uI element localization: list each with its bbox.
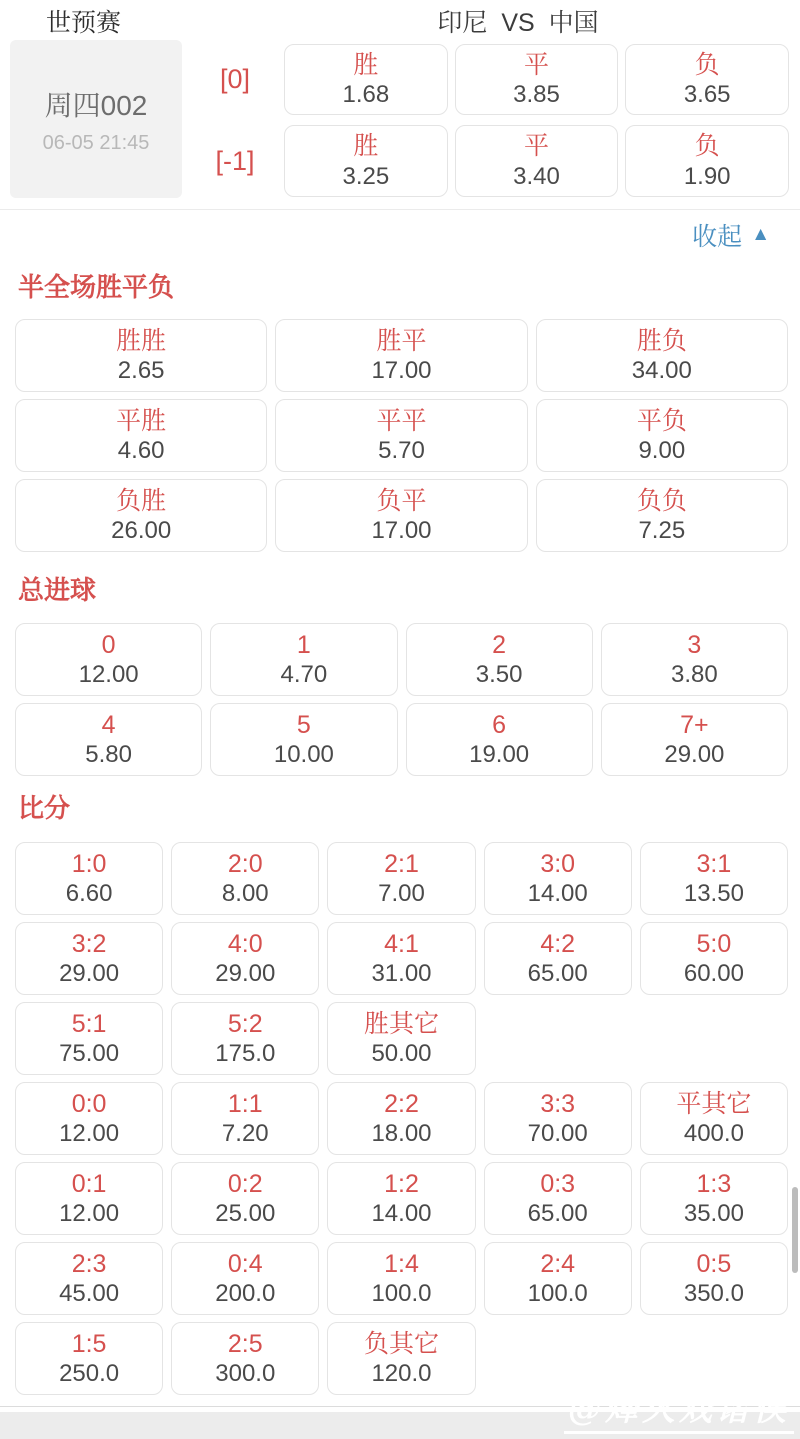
section-title-score: 比分 xyxy=(18,793,71,823)
league-name: 世预赛 xyxy=(46,9,122,37)
odds-value: 400.0 xyxy=(683,1120,744,1148)
odds-value: 65.00 xyxy=(527,1200,588,1228)
odds-cell[interactable] xyxy=(327,1082,475,1155)
odds-label: 0:0 xyxy=(71,1089,107,1118)
odds-value: 3.85 xyxy=(513,81,560,109)
odds-value: 13.50 xyxy=(683,880,744,908)
odds-label: 胜平 xyxy=(376,326,427,355)
odds-value: 3.80 xyxy=(671,661,718,689)
odds-value: 70.00 xyxy=(527,1120,588,1148)
odds-label: 5:2 xyxy=(227,1009,263,1038)
odds-label: 胜其它 xyxy=(363,1009,439,1038)
odds-label: 1:1 xyxy=(227,1089,263,1118)
score-grid xyxy=(15,842,788,1395)
odds-cell[interactable] xyxy=(284,125,448,197)
odds-label: 负其它 xyxy=(363,1329,439,1358)
odds-cell[interactable] xyxy=(15,1162,163,1235)
odds-cell[interactable] xyxy=(455,44,619,115)
collapse-row xyxy=(0,210,800,259)
odds-cell[interactable] xyxy=(484,1162,632,1235)
odds-label: 2:5 xyxy=(227,1329,263,1358)
odds-cell[interactable] xyxy=(15,1002,163,1075)
odds-value: 175.0 xyxy=(215,1040,276,1068)
odds-cell[interactable] xyxy=(406,623,593,696)
odds-label: 0:4 xyxy=(227,1249,263,1278)
odds-value: 6.60 xyxy=(65,880,113,908)
odds-label: 2:3 xyxy=(71,1249,107,1278)
odds-value: 1.90 xyxy=(683,162,731,190)
odds-label: 0:1 xyxy=(71,1169,107,1198)
section-title-total-goals: 总进球 xyxy=(18,575,97,605)
odds-cell[interactable] xyxy=(625,44,789,115)
odds-label: 2:1 xyxy=(384,849,419,878)
odds-value: 29.00 xyxy=(664,741,725,769)
odds-label: 负胜 xyxy=(116,486,167,515)
odds-label: 6 xyxy=(492,710,507,739)
section-title-half-full: 半全场胜平负 xyxy=(18,272,175,302)
odds-cell[interactable] xyxy=(171,1162,319,1235)
odds-label: 5:1 xyxy=(71,1009,107,1038)
odds-value: 3.40 xyxy=(513,162,560,190)
odds-label: 3:1 xyxy=(696,849,732,878)
odds-value: 4.70 xyxy=(280,661,328,689)
odds-value: 45.00 xyxy=(59,1280,120,1308)
odds-value: 7.20 xyxy=(221,1120,269,1148)
odds-cell[interactable] xyxy=(640,842,788,915)
odds-value: 12.00 xyxy=(78,661,139,689)
odds-value: 17.00 xyxy=(371,357,432,385)
chevron-up-icon[interactable]: ▲ xyxy=(751,223,770,245)
odds-cell[interactable] xyxy=(640,922,788,995)
odds-value: 29.00 xyxy=(59,960,120,988)
odds-value: 7.00 xyxy=(378,880,425,908)
odds-cell[interactable] xyxy=(601,623,788,696)
header xyxy=(0,0,800,36)
watermark: @烽火戏诸侯 xyxy=(564,1383,794,1434)
odds-cell[interactable] xyxy=(406,703,593,776)
odds-value: 200.0 xyxy=(215,1280,276,1308)
odds-value: 17.00 xyxy=(371,517,432,545)
handicap-odds-row-1 xyxy=(284,125,789,197)
odds-cell[interactable] xyxy=(484,842,632,915)
odds-label: 2:2 xyxy=(384,1089,419,1118)
odds-value: 65.00 xyxy=(527,960,588,988)
odds-cell[interactable] xyxy=(536,479,788,552)
odds-value: 7.25 xyxy=(638,517,686,545)
odds-label: 4:2 xyxy=(540,929,576,958)
odds-value: 4.60 xyxy=(117,437,165,465)
odds-cell[interactable] xyxy=(15,623,202,696)
odds-label: 平平 xyxy=(376,406,427,435)
match-info-card xyxy=(10,40,182,198)
odds-value: 25.00 xyxy=(215,1200,276,1228)
odds-value: 60.00 xyxy=(683,960,744,988)
odds-cell[interactable] xyxy=(210,623,397,696)
odds-cell[interactable] xyxy=(171,1082,319,1155)
odds-value: 3.25 xyxy=(342,162,390,190)
odds-cell[interactable] xyxy=(275,479,527,552)
odds-value: 19.00 xyxy=(469,741,530,769)
odds-label: 3:2 xyxy=(71,929,107,958)
odds-label: 2:0 xyxy=(227,849,263,878)
odds-label: 5:0 xyxy=(696,929,732,958)
odds-cell[interactable] xyxy=(327,1242,475,1315)
odds-value: 14.00 xyxy=(371,1200,432,1228)
odds-cell[interactable] xyxy=(15,479,267,552)
odds-value: 1.68 xyxy=(342,81,390,109)
odds-cell[interactable] xyxy=(640,1242,788,1315)
odds-cell[interactable] xyxy=(15,703,202,776)
odds-cell[interactable] xyxy=(625,125,789,197)
odds-value: 12.00 xyxy=(59,1200,120,1228)
top-odds-panel xyxy=(0,36,800,201)
odds-value: 12.00 xyxy=(59,1120,120,1148)
odds-cell[interactable] xyxy=(275,319,527,392)
odds-value: 50.00 xyxy=(371,1040,432,1068)
odds-label: 2:4 xyxy=(540,1249,576,1278)
odds-value: 250.0 xyxy=(59,1360,120,1388)
odds-cell[interactable] xyxy=(15,1082,163,1155)
odds-label: 2 xyxy=(492,630,507,659)
odds-label: 0:2 xyxy=(227,1169,263,1198)
odds-cell[interactable] xyxy=(15,922,163,995)
odds-label: 4 xyxy=(101,710,116,739)
odds-label: 1:5 xyxy=(71,1329,107,1358)
scrollbar-thumb[interactable] xyxy=(792,1187,798,1273)
odds-cell[interactable] xyxy=(15,1242,163,1315)
odds-label: 4:1 xyxy=(384,929,419,958)
odds-label: 0:5 xyxy=(696,1249,732,1278)
odds-cell[interactable] xyxy=(327,1322,475,1395)
odds-value: 75.00 xyxy=(59,1040,120,1068)
odds-label: 0 xyxy=(101,630,116,659)
odds-label: 负 xyxy=(694,50,720,79)
odds-value: 29.00 xyxy=(215,960,276,988)
odds-value: 300.0 xyxy=(215,1360,276,1388)
total-goals-grid xyxy=(15,623,788,776)
odds-value: 100.0 xyxy=(371,1280,432,1308)
match-datetime: 06-05 21:45 xyxy=(42,131,150,154)
odds-label: 负负 xyxy=(636,486,687,515)
odds-value: 35.00 xyxy=(683,1200,744,1228)
match-number: 周四002 xyxy=(44,89,148,121)
odds-cell[interactable] xyxy=(327,842,475,915)
odds-value: 350.0 xyxy=(683,1280,744,1308)
odds-label: 平 xyxy=(524,132,550,161)
odds-label: 3:3 xyxy=(540,1089,576,1118)
odds-cell[interactable] xyxy=(484,1242,632,1315)
odds-label: 胜负 xyxy=(636,326,687,355)
odds-label: 4:0 xyxy=(227,929,263,958)
handicap-odds-row-0 xyxy=(284,44,789,115)
odds-cell[interactable] xyxy=(536,319,788,392)
odds-label: 平胜 xyxy=(116,406,167,435)
odds-label: 胜 xyxy=(353,132,379,161)
odds-cell[interactable] xyxy=(275,399,527,472)
odds-value: 120.0 xyxy=(371,1360,432,1388)
odds-cell[interactable] xyxy=(171,1322,319,1395)
odds-cell[interactable] xyxy=(484,922,632,995)
odds-value: 14.00 xyxy=(527,880,588,908)
odds-label: 平 xyxy=(524,50,550,79)
odds-cell[interactable] xyxy=(536,399,788,472)
odds-cell[interactable] xyxy=(640,1162,788,1235)
odds-cell[interactable] xyxy=(455,125,619,197)
odds-label: 5 xyxy=(296,710,311,739)
odds-cell[interactable] xyxy=(15,842,163,915)
odds-cell[interactable] xyxy=(601,703,788,776)
odds-label: 1 xyxy=(296,630,311,659)
odds-cell[interactable] xyxy=(210,703,397,776)
odds-cell[interactable] xyxy=(15,1322,163,1395)
odds-value: 34.00 xyxy=(631,357,692,385)
collapse-button[interactable]: 收起 xyxy=(692,222,743,251)
odds-value: 100.0 xyxy=(527,1280,588,1308)
match-title: 印尼 VS 中国 xyxy=(437,9,599,37)
odds-cell[interactable] xyxy=(171,1002,319,1075)
odds-label: 胜胜 xyxy=(116,326,167,355)
odds-value: 5.80 xyxy=(85,741,132,769)
odds-label: 1:4 xyxy=(384,1249,419,1278)
odds-label: 7+ xyxy=(680,710,709,739)
odds-cell[interactable] xyxy=(327,1002,475,1075)
odds-cell[interactable] xyxy=(640,1082,788,1155)
odds-label: 负 xyxy=(694,132,720,161)
odds-label: 负平 xyxy=(376,486,427,515)
odds-cell[interactable] xyxy=(484,1082,632,1155)
odds-label: 1:2 xyxy=(384,1169,419,1198)
odds-cell[interactable] xyxy=(171,842,319,915)
odds-cell[interactable] xyxy=(15,319,267,392)
half-full-grid xyxy=(15,319,788,552)
odds-cell[interactable] xyxy=(171,922,319,995)
odds-label: 1:3 xyxy=(696,1169,732,1198)
odds-value: 2.65 xyxy=(117,357,165,385)
odds-value: 9.00 xyxy=(638,437,686,465)
odds-value: 31.00 xyxy=(371,960,432,988)
odds-label: 平负 xyxy=(636,406,687,435)
odds-label: 0:3 xyxy=(540,1169,576,1198)
odds-label: 平其它 xyxy=(676,1089,752,1118)
odds-cell[interactable] xyxy=(327,1162,475,1235)
handicap-label-0: [0] xyxy=(219,64,251,94)
odds-value: 3.65 xyxy=(683,81,731,109)
odds-cell[interactable] xyxy=(171,1242,319,1315)
odds-cell[interactable] xyxy=(284,44,448,115)
odds-label: 3 xyxy=(687,630,702,659)
odds-value: 10.00 xyxy=(273,741,334,769)
odds-value: 8.00 xyxy=(221,880,269,908)
handicap-label-1: [-1] xyxy=(215,146,255,176)
odds-cell[interactable] xyxy=(15,399,267,472)
odds-value: 5.70 xyxy=(378,437,425,465)
odds-label: 胜 xyxy=(353,50,379,79)
odds-value: 3.50 xyxy=(475,661,523,689)
odds-label: 3:0 xyxy=(540,849,576,878)
odds-value: 26.00 xyxy=(111,517,172,545)
odds-label: 1:0 xyxy=(71,849,107,878)
odds-value: 18.00 xyxy=(371,1120,432,1148)
odds-cell[interactable] xyxy=(327,922,475,995)
